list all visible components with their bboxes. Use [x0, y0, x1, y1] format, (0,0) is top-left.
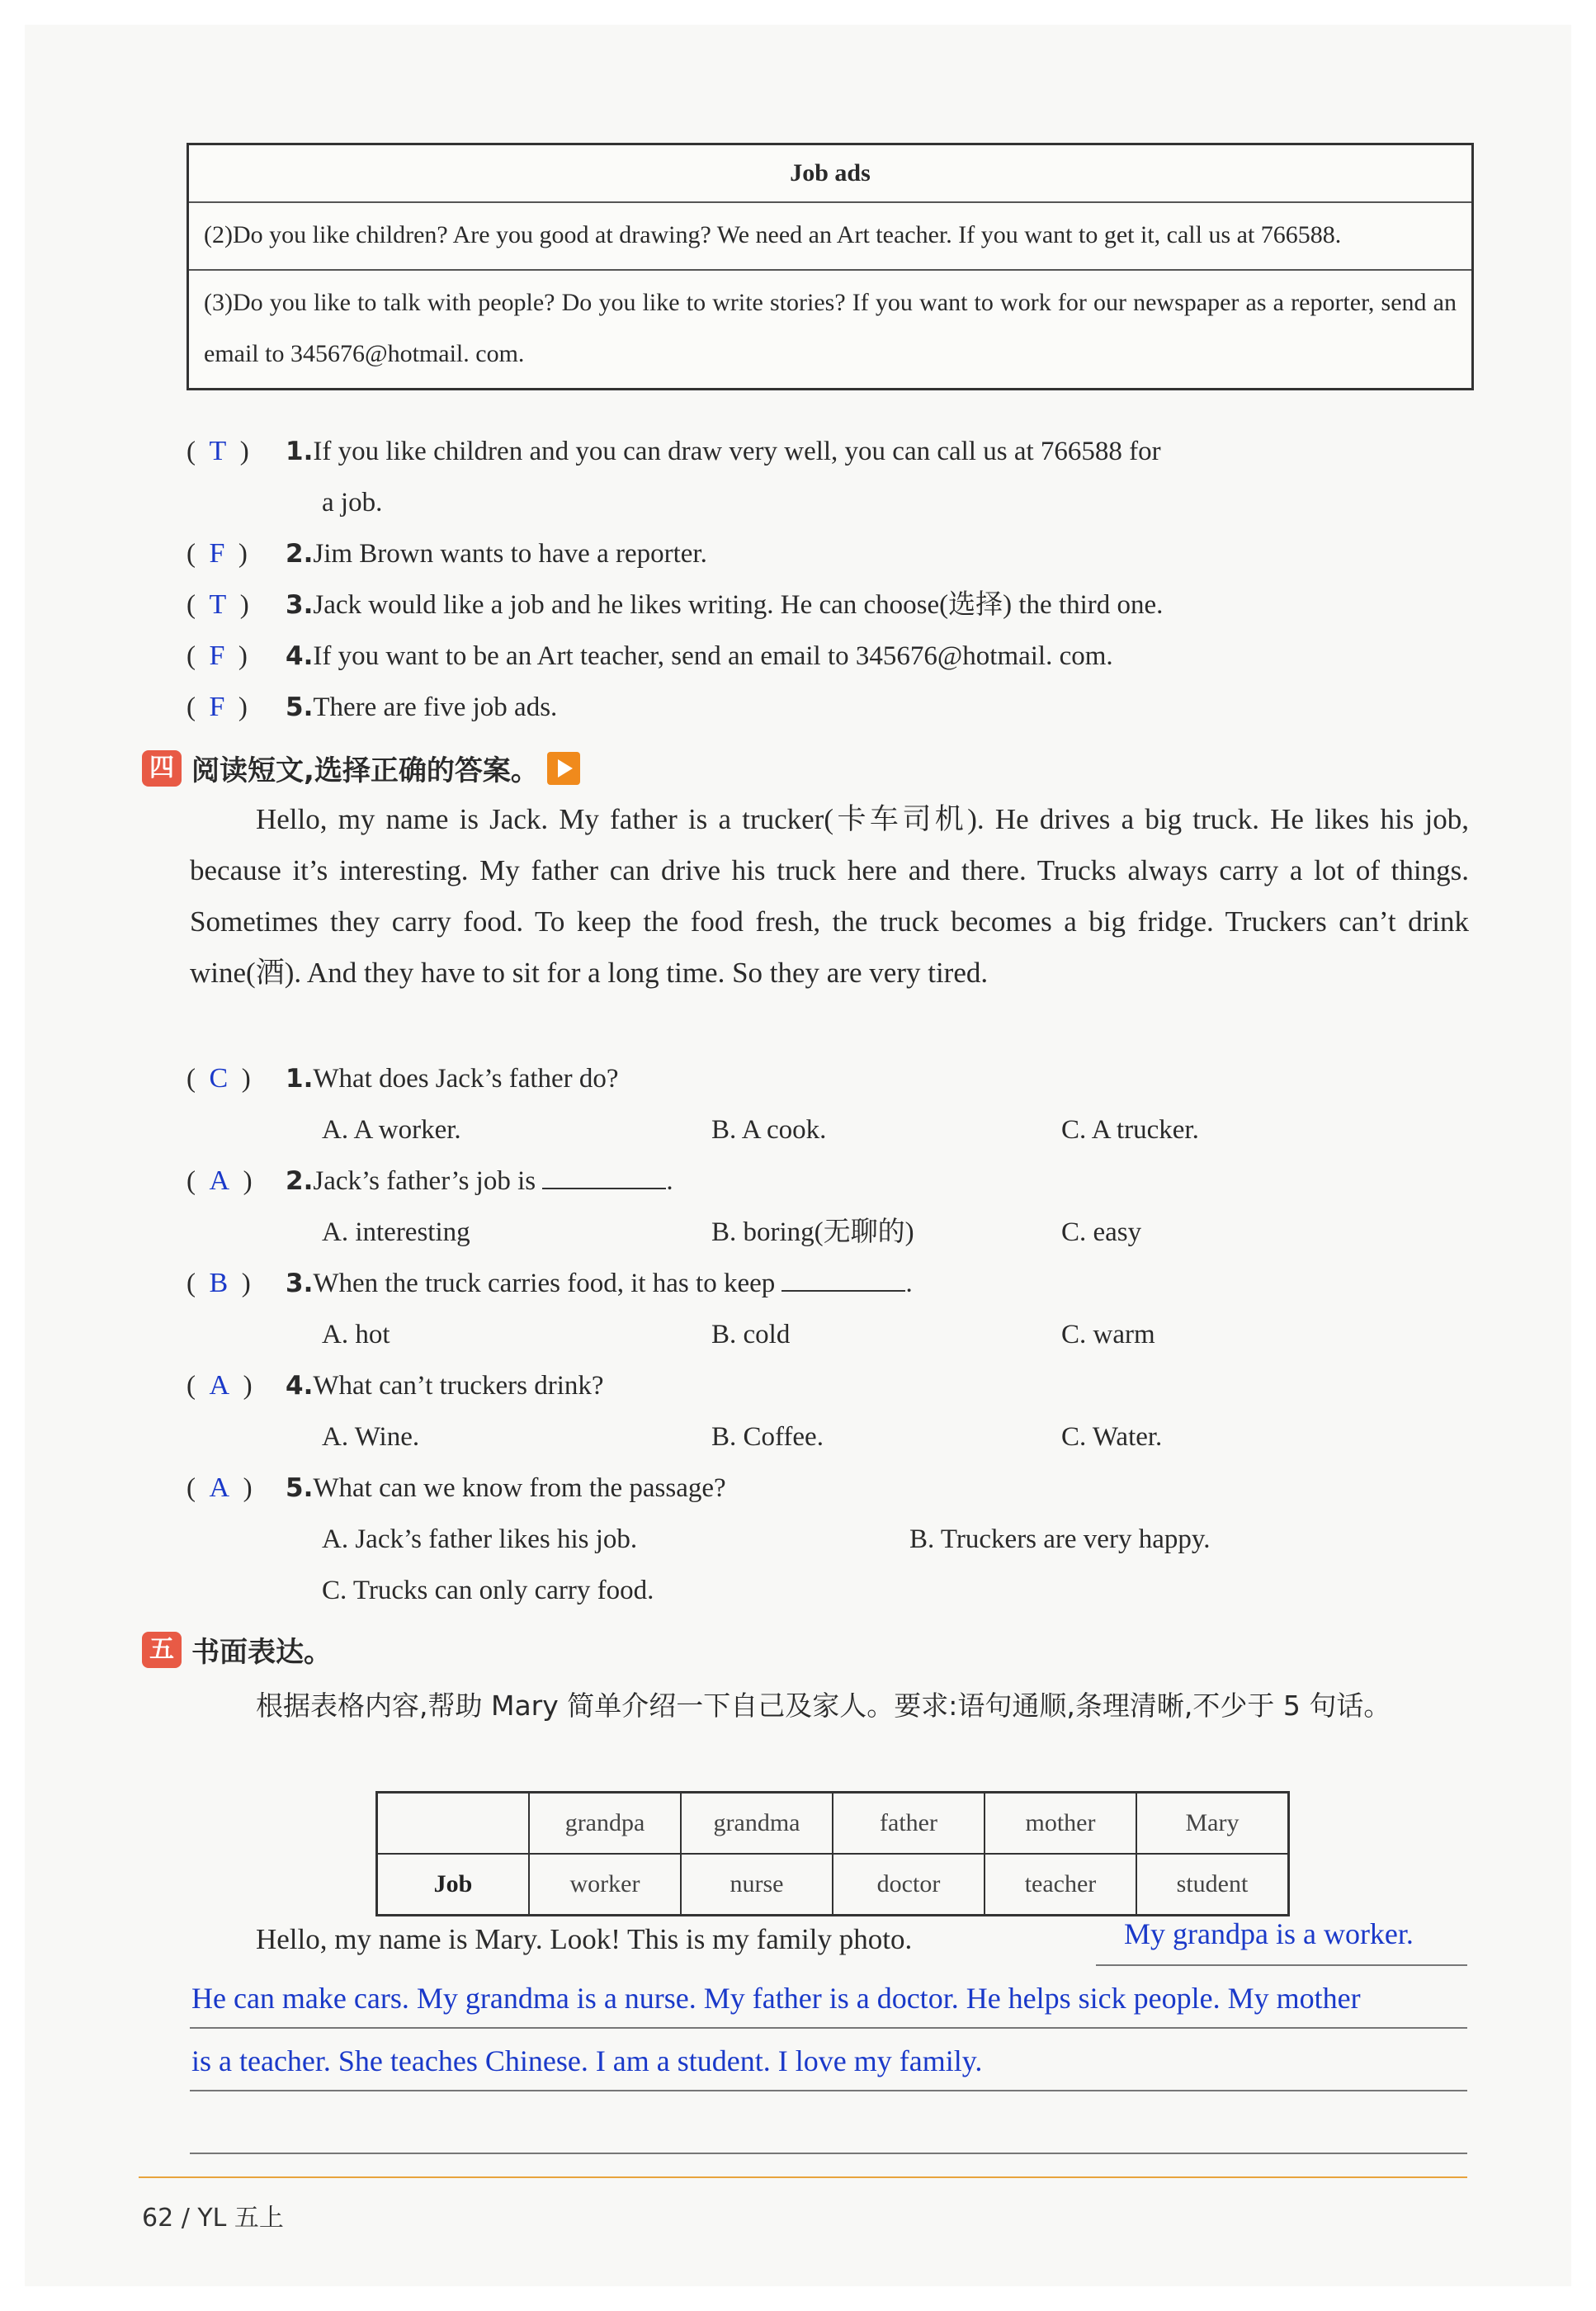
section-heading: 书面表达。 — [191, 1636, 332, 1669]
options-row — [187, 1104, 1474, 1156]
mc-question: ( C ) 1.What does Jack’s father do? — [187, 1063, 619, 1094]
options-row — [187, 1565, 1474, 1616]
table-row-label: Job — [377, 1854, 530, 1916]
question-text: When the truck carries food, it has to keep — [313, 1269, 776, 1298]
tf-question-list — [187, 426, 1474, 733]
answer-mark: T — [209, 589, 227, 620]
table-header: father — [833, 1793, 985, 1855]
answer-blank — [542, 1163, 666, 1189]
section-badge: 五 — [142, 1632, 182, 1668]
tf-question: ( T ) 1.If you like children and you can draw very well, you can call us at 766588 for — [187, 436, 1161, 466]
table-header: grandpa — [529, 1793, 681, 1855]
option-c: C. warm — [1061, 1320, 1155, 1349]
option-a: A. Wine. — [322, 1422, 420, 1452]
table-cell: teacher — [985, 1854, 1136, 1916]
question-number: 4. — [286, 1371, 314, 1401]
table-cell: doctor — [833, 1854, 985, 1916]
mc-question: ( B ) 3.When the truck carries food, it has to keep . — [187, 1258, 1474, 1309]
section-4-title — [142, 748, 580, 788]
job-ads-title: Job ads — [790, 159, 871, 187]
options-row — [187, 1207, 1474, 1258]
writing-rule — [190, 2153, 1467, 2154]
answer-mark: F — [209, 538, 225, 569]
table-header: Mary — [1136, 1793, 1289, 1855]
option-b: B. Coffee. — [711, 1422, 824, 1452]
answer-mark: A — [209, 1165, 230, 1196]
mc-question: ( A ) 2.Jack’s father’s job is . — [187, 1156, 1474, 1207]
handwritten-answer-line-1: My grandpa is a worker. — [1124, 1917, 1414, 1950]
answer-mark: A — [209, 1370, 230, 1401]
footer-divider — [139, 2176, 1467, 2178]
writing-rule — [1096, 1964, 1467, 1966]
option-c: C. Trucks can only carry food. — [322, 1576, 654, 1605]
play-icon[interactable] — [547, 752, 580, 785]
table-cell: student — [1136, 1854, 1289, 1916]
table-row — [377, 1854, 1289, 1916]
question-number: 5. — [286, 692, 314, 722]
table-header: grandma — [681, 1793, 833, 1855]
question-number: 2. — [286, 539, 314, 569]
question-text: If you like children and you can draw very well, you can call us at 766588 for — [313, 437, 1161, 466]
option-a: A. hot — [322, 1320, 390, 1349]
mc-question-list — [187, 1053, 1474, 1616]
question-number: 3. — [286, 590, 314, 620]
option-c: C. easy — [1061, 1217, 1142, 1247]
mc-question: ( A ) 4.What can’t truckers drink? — [187, 1370, 604, 1401]
question-number: 1. — [286, 1064, 314, 1094]
question-text: There are five job ads. — [313, 692, 558, 722]
option-b: B. cold — [711, 1320, 791, 1349]
question-continuation: a job. — [322, 488, 383, 517]
option-c: C. A trucker. — [1061, 1115, 1199, 1145]
answer-mark: T — [209, 436, 227, 466]
answer-mark: C — [209, 1063, 229, 1094]
option-c: C. Water. — [1061, 1422, 1163, 1452]
question-text: What can’t truckers drink? — [313, 1371, 604, 1401]
question-number: 5. — [286, 1473, 314, 1503]
question-text: What does Jack’s father do? — [313, 1064, 619, 1094]
writing-rule — [190, 2090, 1467, 2091]
table-cell: nurse — [681, 1854, 833, 1916]
option-b: B. Truckers are very happy. — [909, 1524, 1211, 1554]
option-a: A. interesting — [322, 1217, 470, 1247]
question-number: 2. — [286, 1166, 314, 1196]
question-text: Jim Brown wants to have a reporter. — [313, 539, 707, 569]
section-heading: 阅读短文,选择正确的答案。 — [191, 754, 539, 787]
options-row — [187, 1514, 1474, 1565]
section-5-title — [142, 1629, 332, 1670]
job-ad-3: (3)Do you like to talk with people? Do you like to write stories? If you want to work for our newspaper as a reporter, send an email to 345676@hotmail. com. — [189, 269, 1471, 388]
answer-mark: F — [209, 640, 225, 671]
option-b: B. boring(无聊的) — [711, 1217, 914, 1247]
reading-passage: Hello, my name is Jack. My father is a trucker(卡车司机). He drives a big truck. He likes his job, because it’s interesting. My father can drive his truck here and there. Trucks always carry a lot of things. Sometimes they carry food. To keep the food fresh, the truck becomes a big fridge. Truckers can’t drink wine(酒). And they have to sit for a long time. So they are very tired. — [190, 803, 1469, 989]
question-text: If you want to be an Art teacher, send an email to 345676@hotmail. com. — [313, 641, 1113, 671]
tf-question: ( F ) 4.If you want to be an Art teacher, send an email to 345676@hotmail. com. — [187, 640, 1113, 671]
table-cell-empty — [377, 1793, 530, 1855]
answer-blank — [781, 1265, 905, 1292]
option-b: B. A cook. — [711, 1115, 827, 1145]
question-text: What can we know from the passage? — [313, 1473, 726, 1503]
mc-question: ( A ) 5.What can we know from the passage? — [187, 1472, 726, 1503]
job-ads-table — [187, 143, 1474, 390]
tf-question: ( T ) 3.Jack would like a job and he likes writing. He can choose(选择) the third one. — [187, 589, 1164, 620]
handwritten-answer-line-2: He can make cars. My grandma is a nurse. My father is a doctor. He helps sick people. My mother — [191, 1982, 1361, 2015]
answer-mark: B — [209, 1268, 229, 1298]
options-row — [187, 1309, 1474, 1360]
option-a: A. A worker. — [322, 1115, 461, 1145]
question-number: 4. — [286, 641, 314, 671]
table-row — [377, 1793, 1289, 1855]
writing-intro: Hello, my name is Mary. Look! This is my family photo. — [256, 1923, 913, 1955]
page-footer: 62 / YL 五上 — [142, 2204, 284, 2233]
table-header: mother — [985, 1793, 1136, 1855]
option-a: A. Jack’s father likes his job. — [322, 1524, 638, 1554]
section-badge: 四 — [142, 750, 182, 787]
writing-rule — [190, 2027, 1467, 2029]
question-text: Jack would like a job and he likes writing. He can choose(选择) the third one. — [313, 590, 1164, 620]
answer-mark: F — [209, 692, 225, 722]
question-number: 3. — [286, 1269, 314, 1298]
answer-mark: A — [209, 1472, 230, 1503]
table-cell: worker — [529, 1854, 681, 1916]
family-job-table — [375, 1791, 1290, 1916]
writing-instruction: 根据表格内容,帮助 Mary 简单介绍一下自己及家人。要求:语句通顺,条理清晰,不少于 5 句话。 — [256, 1690, 1391, 1722]
options-row — [187, 1411, 1474, 1463]
handwritten-answer-line-3: is a teacher. She teaches Chinese. I am a student. I love my family. — [191, 2044, 983, 2077]
question-text: Jack’s father’s job is — [313, 1166, 536, 1196]
tf-question: ( F ) 5.There are five job ads. — [187, 692, 558, 722]
tf-question: ( F ) 2.Jim Brown wants to have a reporter. — [187, 538, 707, 569]
question-number: 1. — [286, 437, 314, 466]
job-ad-2: (2)Do you like children? Are you good at drawing? We need an Art teacher. If you want to get it, call us at 766588. — [189, 201, 1471, 269]
